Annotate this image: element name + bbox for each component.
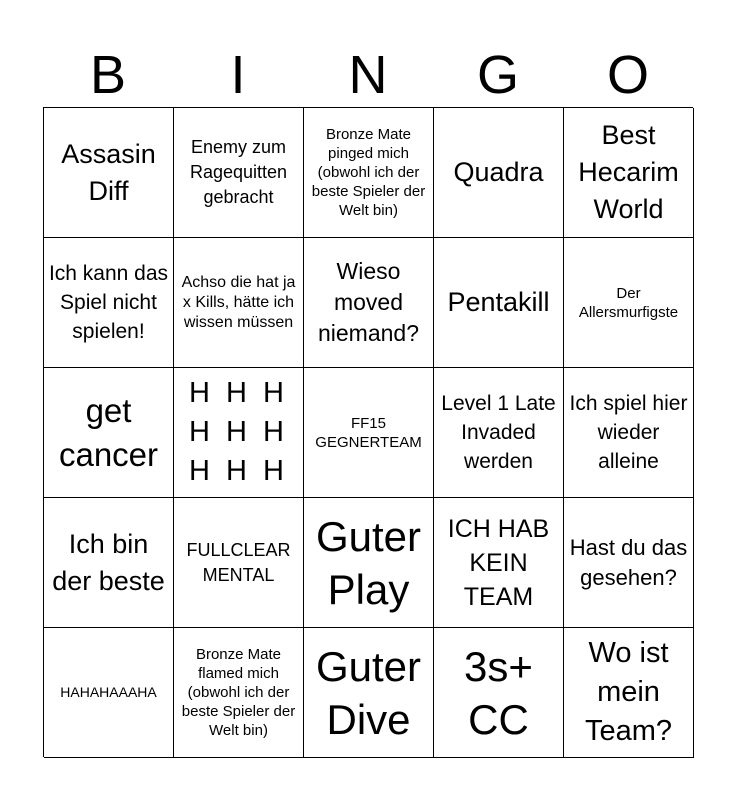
bingo-cell[interactable] <box>174 628 304 758</box>
cell-text: Quadra <box>453 157 544 187</box>
cell-text: get cancer <box>58 391 159 473</box>
bingo-cell[interactable] <box>434 238 564 368</box>
cell-text: H H H H H H H H H <box>189 377 288 487</box>
cell-text: Ich spiel hier wieder alleine <box>569 392 688 473</box>
cell-text: Hast du das gesehen? <box>569 534 688 590</box>
cell-text: Achso die hat ja x Kills, hätte ich wissen müssen <box>181 273 296 331</box>
bingo-cell[interactable] <box>174 108 304 238</box>
bingo-cell[interactable] <box>564 108 694 238</box>
bingo-cell[interactable] <box>434 628 564 758</box>
cell-text: FULLCLEAR MENTAL <box>186 539 291 585</box>
bingo-grid <box>43 107 693 757</box>
cell-text: Pentakill <box>447 287 550 317</box>
bingo-cell[interactable] <box>304 238 434 368</box>
cell-text: FF15 GEGNERTEAM <box>315 414 422 451</box>
bingo-cell[interactable] <box>304 108 434 238</box>
bingo-header <box>43 44 693 106</box>
bingo-cell[interactable] <box>564 238 694 368</box>
cell-text: Best Hecarim World <box>578 120 679 224</box>
header-letter-n: N <box>348 45 388 105</box>
bingo-cell[interactable] <box>564 498 694 628</box>
bingo-cell[interactable] <box>174 368 304 498</box>
cell-text: Level 1 Late Invaded werden <box>441 392 556 473</box>
bingo-cell[interactable] <box>304 368 434 498</box>
header-letter-b: B <box>89 45 127 105</box>
bingo-cell[interactable] <box>564 368 694 498</box>
bingo-cell[interactable] <box>44 498 174 628</box>
cell-text: Guter Dive <box>315 642 422 743</box>
bingo-cell[interactable] <box>434 108 564 238</box>
bingo-cell[interactable] <box>564 628 694 758</box>
cell-text: Der Allersmurfigste <box>578 284 679 321</box>
cell-text: Bronze Mate flamed mich (obwohl ich der beste Spieler der Welt bin) <box>181 646 296 739</box>
cell-text: 3s+ CC <box>464 642 533 743</box>
cell-text: Wieso moved niemand? <box>317 258 420 346</box>
bingo-cell[interactable] <box>304 628 434 758</box>
cell-text: ICH HAB KEIN TEAM <box>447 514 550 611</box>
bingo-cell[interactable] <box>434 368 564 498</box>
cell-text: Wo ist mein Team? <box>584 637 673 747</box>
cell-text: HAHAHAAAHA <box>60 684 157 700</box>
cell-text: Guter Play <box>315 512 422 613</box>
cell-text: Bronze Mate pinged mich (obwohl ich der beste Spieler der Welt bin) <box>311 126 426 219</box>
cell-text: Enemy zum Ragequitten gebracht <box>189 137 288 207</box>
bingo-cell[interactable] <box>44 238 174 368</box>
header-letter-o: O <box>606 45 649 105</box>
bingo-cell[interactable] <box>44 368 174 498</box>
cell-text: Ich kann das Spiel nicht spielen! <box>48 262 169 343</box>
bingo-cell[interactable] <box>174 238 304 368</box>
bingo-cell[interactable] <box>44 628 174 758</box>
cell-text: Assasin Diff <box>61 138 156 206</box>
bingo-cell[interactable] <box>434 498 564 628</box>
bingo-cell[interactable] <box>44 108 174 238</box>
header-letter-i: I <box>230 45 246 105</box>
bingo-cell[interactable] <box>174 498 304 628</box>
bingo-cell[interactable] <box>304 498 434 628</box>
cell-text: Ich bin der beste <box>52 528 165 596</box>
header-letter-g: G <box>476 45 519 105</box>
